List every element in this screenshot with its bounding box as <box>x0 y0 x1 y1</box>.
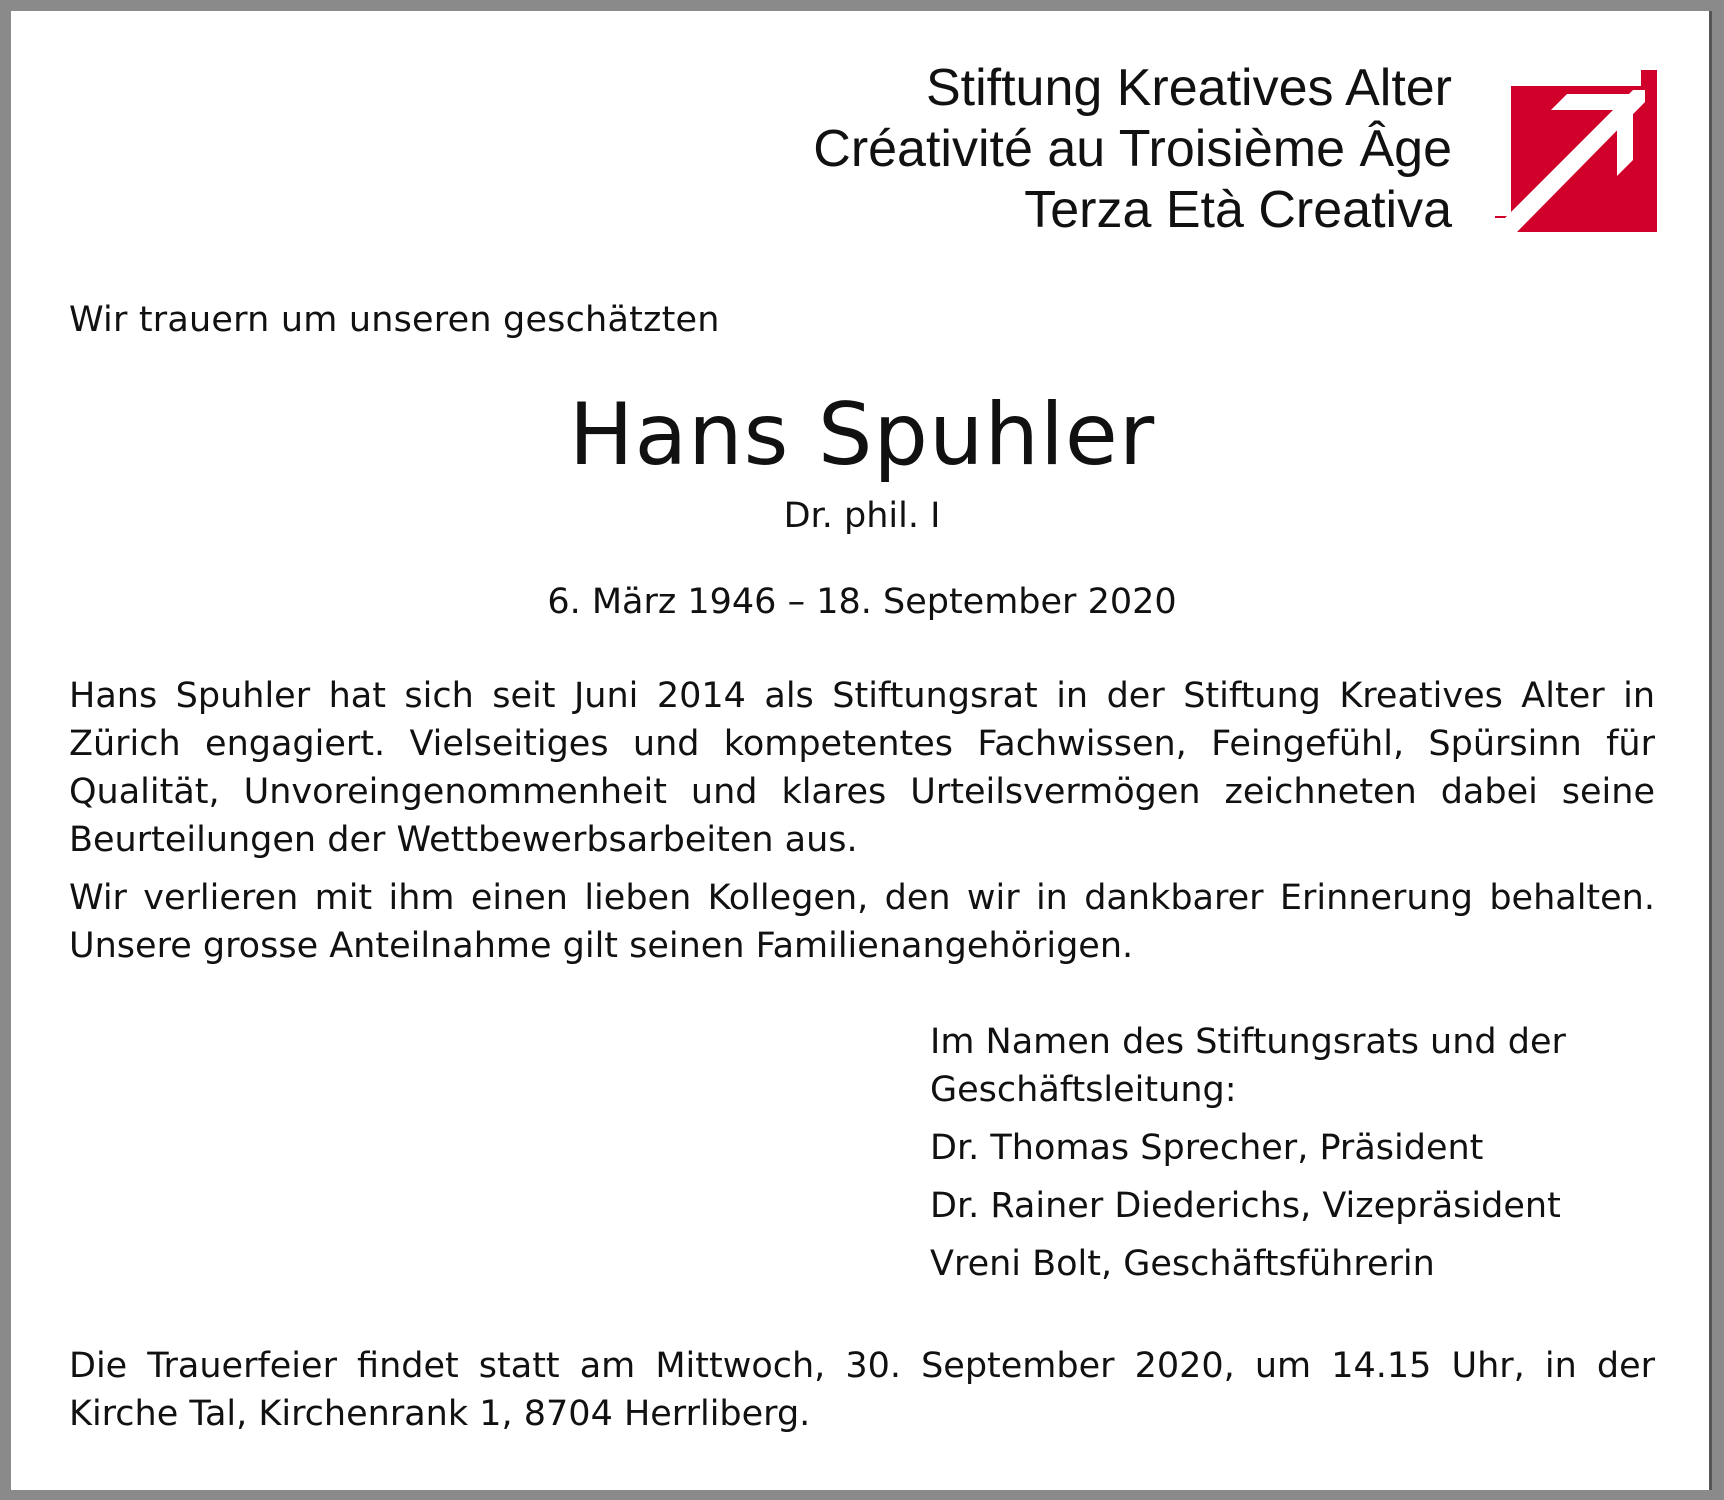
tribute-paragraph: Hans Spuhler hat sich seit Juni 2014 als Stiftungsrat in der Stiftung Kreatives Alter in Zürich engagiert. Vielseitiges und kompetentes Fachwissen, Feingefühl, Spürsinn für Qualität, Unvoreingenommenheit und klares Urteilsvermögen zeichneten dabei seine Beurteilungen der Wettbewerbsarbeiten aus. <box>69 676 1655 860</box>
tribute-text <box>69 672 1655 980</box>
organization-name-it: Terza Età Creativa <box>1024 181 1452 239</box>
funeral-information: Die Trauerfeier findet statt am Mittwoch, 30. September 2020, um 14.15 Uhr, in der Kirche Tal, Kirchenrank 1, 8704 Herrliberg. <box>69 1346 1655 1434</box>
organization-name-de: Stiftung Kreatives Alter <box>925 59 1452 117</box>
signatory: Dr. Thomas Sprecher, Präsident <box>930 1128 1484 1168</box>
signatory: Dr. Rainer Diederichs, Vizepräsident <box>930 1186 1561 1226</box>
deceased-name: Hans Spuhler <box>568 385 1156 485</box>
organization-name-block <box>813 58 1452 241</box>
academic-title: Dr. phil. I <box>783 496 941 536</box>
organization-name-fr: Créativité au Troisième Âge <box>813 120 1452 178</box>
life-dates: 6. März 1946 – 18. September 2020 <box>547 582 1177 622</box>
red-square-arrow-logo <box>1495 70 1657 232</box>
signatory: Vreni Bolt, Geschäftsführerin <box>930 1244 1435 1284</box>
mourning-intro: Wir trauern um unseren geschätzten <box>69 300 720 340</box>
logo-mark <box>1495 70 1657 232</box>
tribute-paragraph: Wir verlieren mit ihm einen lieben Kollegen, den wir in dankbarer Erinnerung behalten. Unsere grosse Anteilnahme gilt seinen Familienangehörigen. <box>69 878 1655 966</box>
signature-intro: Im Namen des Stiftungsrats und der Geschäftsleitung: <box>930 1022 1566 1110</box>
signature-block <box>930 1018 1650 1298</box>
